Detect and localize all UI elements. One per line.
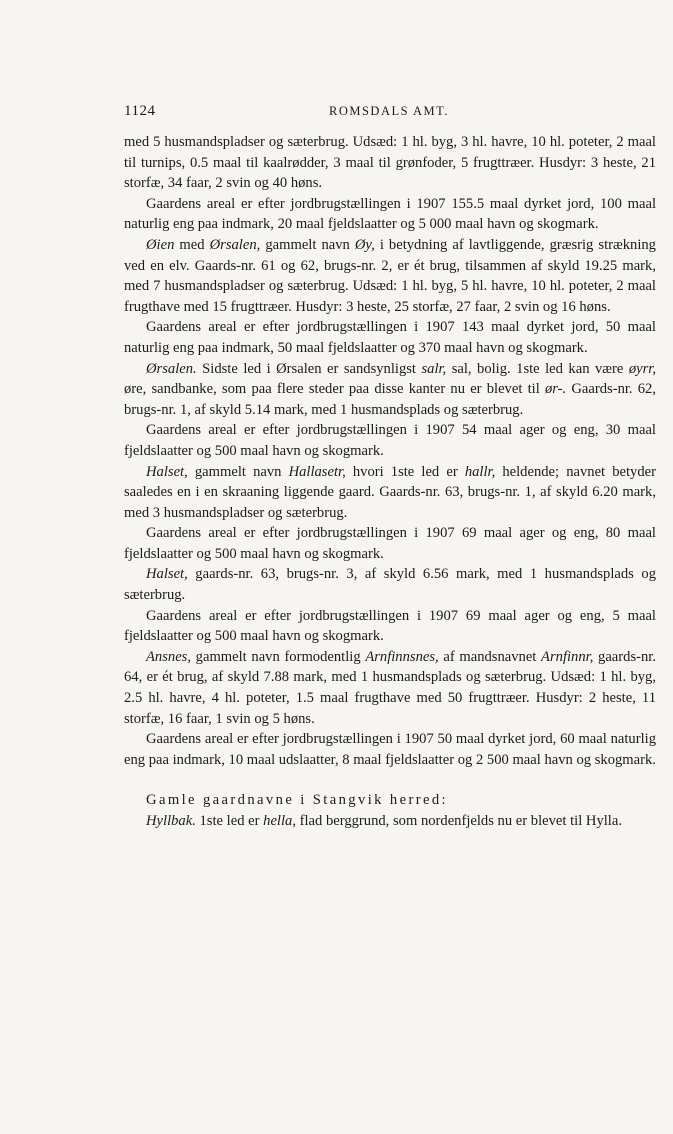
text-run: Gamle gaardnavne bbox=[146, 792, 295, 809]
text-run: 1ste led er bbox=[195, 813, 264, 829]
paragraph-9 bbox=[124, 564, 656, 605]
text-run: gaards-nr. 64, er ét brug, af skyld 7.88 mark, med 1 husmandsplads og sæterbrug. Udsæd: 1 hl. byg, 2.5 hl. havre, 4 hl. poteter, 1.5 maal frugthave med 50 frugttræer. Husdyr: 2 heste, 11 storfæ, 16 faar, 1 svin og 5 høns. bbox=[124, 648, 656, 727]
italic-term: Øy, bbox=[354, 236, 375, 253]
italic-term: øyrr, bbox=[628, 360, 656, 377]
italic-term: salr, bbox=[421, 360, 447, 377]
text-run: af mandsnavnet bbox=[438, 648, 542, 665]
paragraph-1 bbox=[124, 132, 656, 194]
paragraph-4 bbox=[124, 317, 656, 358]
text-run: Gaardens areal er efter jordbrugstællingen i 1907 155.5 maal dyrket jord, 100 maal naturlig eng paa indmark, 20 maal fjeldslaatter og 5 000 maal havn og skogmark. bbox=[124, 195, 656, 233]
text-run: sal, bolig. 1ste led kan være bbox=[446, 360, 629, 377]
text-run: med 5 husmandspladser og sæterbrug. Udsæd: 1 hl. byg, 3 hl. havre, 10 hl. poteter, 2 maal til turnips, 0.5 maal til kaalrødder, 3 maal til grønfoder, 5 frugttræer. Husdyr: 3 heste, 21 storfæ, 34 faar, 2 svin og 40 høns. bbox=[124, 134, 656, 192]
italic-term: hella, bbox=[263, 813, 296, 829]
text-run: gaards-nr. 63, brugs-nr. 3, af skyld 6.56 mark, med 1 husmandsplads og sæterbrug. bbox=[124, 566, 656, 604]
text-run: med bbox=[174, 236, 210, 253]
page-header bbox=[124, 103, 654, 123]
italic-term: Halset, bbox=[146, 566, 188, 583]
text-run: Gaardens areal er efter jordbrugstællingen i 1907 69 maal ager og eng, 5 maal fjeldslaatter og 500 maal havn og skogmark. bbox=[124, 607, 656, 645]
text-run: flad berggrund, som nordenfjelds nu er blevet til Hylla. bbox=[295, 813, 622, 829]
text-run: gammelt navn formodentlig bbox=[191, 648, 366, 665]
italic-term: hallr, bbox=[464, 463, 496, 480]
text-run: Gaardens areal er efter jordbrugstællingen i 1907 143 maal dyrket jord, 50 maal naturlig eng paa indmark, 50 maal fjeldslaatter og 370 maal havn og skogmark. bbox=[124, 319, 656, 356]
section-heading bbox=[124, 790, 656, 811]
text-run: heldende; navnet betyder saaledes en i en skraaning liggende gaard. Gaards-nr. 63, brugs-nr. 1, af skyld 6.20 mark, med 3 husmandspladser og sæterbrug. bbox=[124, 463, 656, 521]
paragraph-11 bbox=[124, 647, 656, 729]
text-run: hvori 1ste led er bbox=[345, 463, 465, 480]
text-run: i betydning af lavtliggende, græsrig strækning ved en elv. Gaards-nr. 61 og 62, brugs-nr. 2, er ét brug, tilsammen af skyld 19.25 mark, med 7 husmandspladser og sæterbrug. Udsæd: 1 hl. byg, 5 hl. havre, 10 hl. poteter, 2 maal frugthave med 15 frugttræer. Husdyr: 3 heste, 25 storfæ, 27 faar, 2 svin og 16 høns. bbox=[124, 236, 656, 315]
italic-term: Ansnes, bbox=[146, 648, 191, 665]
text-run: øre, sandbanke, som paa flere steder paa disse kanter nu er blevet til bbox=[124, 381, 545, 398]
italic-term: Ørsalen. bbox=[146, 360, 197, 377]
body-text bbox=[124, 132, 656, 832]
text-run: i Stangvik herred: bbox=[294, 792, 449, 809]
italic-term: Hyllbak. bbox=[146, 813, 196, 829]
paragraph-7 bbox=[124, 462, 656, 524]
italic-term: Ørsalen, bbox=[209, 236, 261, 253]
paragraph-10 bbox=[124, 606, 656, 647]
text-run: gammelt navn bbox=[260, 236, 355, 253]
text-run: Gaardens areal er efter jordbrugstællingen i 1907 50 maal dyrket jord, 60 maal naturlig eng paa indmark, 10 maal udslaatter, 8 maal fjeldslaatter og 2 500 maal havn og skogmark. bbox=[124, 731, 656, 768]
italic-term: Øien bbox=[146, 236, 175, 253]
paragraph-6 bbox=[124, 420, 656, 461]
paragraph-8 bbox=[124, 523, 656, 564]
text-run: gammelt navn bbox=[187, 463, 289, 480]
paragraph-2 bbox=[124, 194, 656, 235]
text-run: Gaards-nr. 62, brugs-nr. 1, af skyld 5.14 mark, med 1 husmandsplads og sæterbrug. bbox=[124, 381, 657, 418]
italic-term: Halset, bbox=[146, 463, 188, 480]
text-run: Gaardens areal er efter jordbrugstællingen i 1907 69 maal ager og eng, 80 maal fjeldslaatter og 500 maal havn og skogmark. bbox=[124, 525, 656, 562]
paragraph-12 bbox=[124, 729, 656, 770]
text-run: Gaardens areal er efter jordbrugstællingen i 1907 54 maal ager og eng, 30 maal fjeldslaatter og 500 maal havn og skogmark. bbox=[124, 422, 656, 459]
page-number: 1124 bbox=[124, 103, 156, 119]
paragraph-3 bbox=[124, 235, 656, 317]
italic-term: Arnfinnsnes, bbox=[365, 648, 439, 665]
paragraph-5 bbox=[124, 359, 656, 421]
italic-term: Arnfinnr, bbox=[541, 648, 594, 665]
text-run: Sidste led i Ørsalen er sandsynligst bbox=[196, 360, 422, 377]
italic-term: Hallasetr, bbox=[288, 463, 346, 480]
italic-term: ør-. bbox=[544, 381, 567, 398]
paragraph-14 bbox=[124, 811, 656, 832]
running-title: ROMSDALS AMT. bbox=[329, 104, 449, 118]
